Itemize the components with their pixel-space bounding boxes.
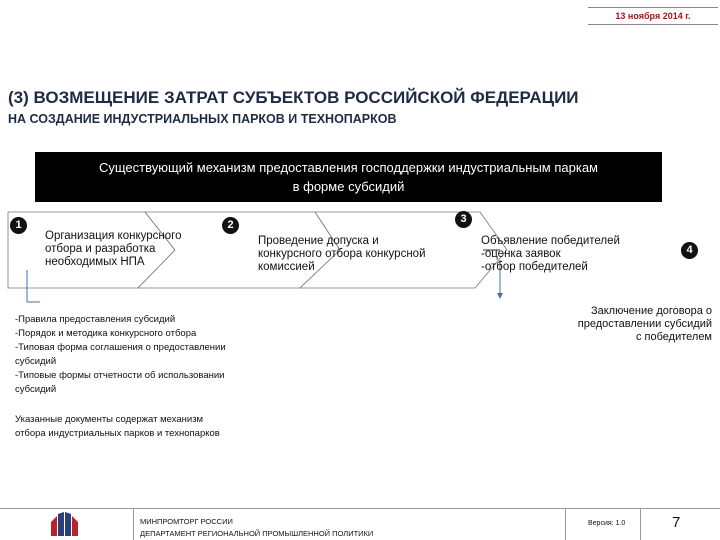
- step-number: 2: [222, 217, 239, 234]
- page-number: 7: [672, 514, 681, 531]
- text-line: с победителем: [635, 331, 712, 343]
- contract-text: [578, 305, 712, 344]
- footer-divider: [565, 508, 566, 540]
- note: [15, 413, 220, 441]
- text-line: -Типовые формы отчетности об использовании: [15, 370, 225, 381]
- banner-line: Существующий механизм предоставления господдержки индустриальным паркам: [98, 160, 598, 175]
- text-line: Указанные документы содержат механизм: [15, 414, 204, 425]
- dept-name: ДЕПАРТАМЕНТ РЕГИОНАЛЬНОЙ ПРОМЫШЛЕННОЙ ПОЛИТИКИ: [140, 529, 374, 538]
- banner: [35, 152, 662, 202]
- text-line: отбора индустриальных парков и технопарков: [15, 428, 220, 439]
- footer-divider: [133, 508, 134, 540]
- step-number: 1: [10, 217, 27, 234]
- step-number: 4: [681, 242, 698, 259]
- text-line: предоставлении субсидий: [577, 318, 712, 330]
- step-1-text: [45, 230, 181, 269]
- text-line: субсидий: [15, 356, 57, 367]
- text-line: субсидий: [15, 384, 57, 395]
- footer-divider: [0, 508, 720, 509]
- footer-divider: [640, 508, 641, 540]
- text-line: -Типовая форма соглашения о предоставлении: [15, 342, 226, 353]
- text-line: -оценка заявок: [481, 248, 561, 260]
- ministry-logo: [45, 512, 85, 538]
- text-line: отбора и разработка: [45, 243, 156, 255]
- step-3-text: [481, 235, 620, 274]
- text-line: -Правила предоставления субсидий: [15, 314, 176, 325]
- documents-list: [15, 313, 275, 397]
- text-line: -отбор победителей: [481, 261, 588, 273]
- page-title: (3) ВОЗМЕЩЕНИЕ ЗАТРАТ СУБЪЕКТОВ РОССИЙСКОЙ ФЕДЕРАЦИИ: [8, 88, 579, 107]
- step-number: 3: [455, 211, 472, 228]
- text-line: Организация конкурсного: [45, 230, 182, 242]
- text-line: Заключение договора о: [590, 305, 712, 317]
- text-line: Проведение допуска и: [258, 235, 379, 247]
- text-line: -Порядок и методика конкурсного отбора: [15, 328, 197, 339]
- date: 13 ноября 2014 г.: [588, 7, 718, 25]
- text-line: необходимых НПА: [45, 256, 145, 268]
- org-name: МИНПРОМТОРГ РОССИИ: [140, 517, 233, 526]
- text-line: комиссией: [258, 261, 315, 273]
- text-line: конкурсного отбора конкурсной: [258, 248, 426, 260]
- step-2-text: [258, 235, 426, 274]
- page-subtitle: НА СОЗДАНИЕ ИНДУСТРИАЛЬНЫХ ПАРКОВ И ТЕХНОПАРКОВ: [8, 112, 397, 126]
- banner-line: в форме субсидий: [292, 179, 405, 194]
- version: Версия: 1.0: [588, 520, 626, 527]
- text-line: Объявление победителей: [481, 235, 620, 247]
- footer-org: [140, 516, 373, 540]
